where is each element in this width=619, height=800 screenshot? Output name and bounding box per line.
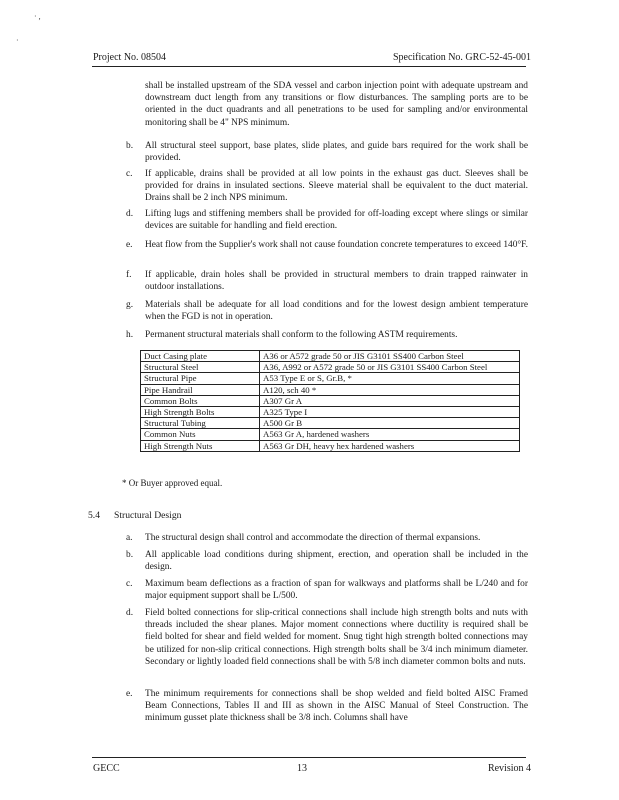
section-title: Structural Design (114, 510, 182, 521)
item-text: If applicable, drains shall be provided at all low points in the exhaust gas duct. Sleeves shall be provided for drains in insulated sections. Sleeve material shall be equivalent to the duct material. Drains shall be 2 inch NPS minimum. (145, 169, 528, 204)
item-letter: c. (126, 579, 133, 589)
table-cell-spec: A53 Type E or S, Gr.B, * (260, 373, 520, 384)
footer-rule (92, 757, 526, 758)
table-row (141, 351, 520, 362)
table-row (141, 373, 520, 384)
table-cell-spec: A120, sch 40 * (260, 384, 520, 395)
intro-paragraph: shall be installed upstream of the SDA vessel and carbon injection point with adequate upstream and downstream duct length from any transitions or flow disturbances. The sampling ports are to be oriented in the duct quadrants and all penetrations to be used for sampling and/or environmental monitoring shall be 4" NPS minimum. (145, 81, 528, 128)
item-text: The minimum requirements for connections shall be shop welded and field bolted AISC Framed Beam Connections, Tables II and III as shown in the AISC Manual of Steel Construction. The minimum gusset plate thickness shall be 3/8 inch. Columns shall have (145, 689, 528, 724)
item-letter: b. (126, 141, 134, 151)
table-cell-item: Common Bolts (141, 395, 260, 406)
table-cell-item: Structural Tubing (141, 418, 260, 429)
table-note: * Or Buyer approved equal. (122, 478, 223, 488)
header-spec: Specification No. GRC-52-45-001 (392, 52, 531, 63)
table-cell-item: High Strength Bolts (141, 407, 260, 418)
item-text: Materials shall be adequate for all load conditions and for the lowest design ambient temperature when the FGD is not in operation. (145, 300, 528, 323)
table-cell-item: Structural Pipe (141, 373, 260, 384)
table-row (141, 418, 520, 429)
item-letter: b. (126, 550, 134, 560)
margin-marks (16, 12, 41, 46)
table-row (141, 395, 520, 406)
table-cell-spec: A500 Gr B (260, 418, 520, 429)
item-text: Field bolted connections for slip-critical connections shall include high strength bolts and nuts with threads included the shear planes. Major moment connections where ductility is required shall be field bolted for shear and field welded for moment. Snug tight high strength bolted connections may be utilized for non-slip critical connections. High strength bolts shall be 3/4 inch minimum diameter. Secondary or lightly loaded field connections shall be with 5/8 inch diameter common bolts and nuts. (145, 608, 528, 667)
item-text: If applicable, drain holes shall be provided in structural members to drain trapped rainwater in outdoor installations. (145, 270, 528, 293)
page-number: 13 (297, 763, 307, 774)
table-row (141, 429, 520, 440)
table-row (141, 384, 520, 395)
item-text: Lifting lugs and stiffening members shall be provided for off-loading except where slings or similar devices are suitable for handling and field erection. (145, 209, 528, 232)
item-text: All applicable load conditions during shipment, erection, and operation shall be included in the design. (145, 550, 528, 573)
table-cell-spec: A563 Gr DH, heavy hex hardened washers (260, 440, 520, 451)
table-cell-spec: A563 Gr A, hardened washers (260, 429, 520, 440)
table-cell-spec: A325 Type I (260, 407, 520, 418)
table-cell-spec: A36, A992 or A572 grade 50 or JIS G3101 SS400 Carbon Steel (260, 362, 520, 373)
item-text: Maximum beam deflections as a fraction of span for walkways and platforms shall be L/240 and for major equipment support shall be L/500. (145, 579, 528, 602)
margin-mark-2: · (16, 36, 19, 45)
table-row (141, 362, 520, 373)
table-cell-item: Structural Steel (141, 362, 260, 373)
item-text: Permanent structural materials shall conform to the following ASTM requirements. (145, 330, 458, 340)
item-letter: g. (126, 300, 134, 310)
item-letter: a. (126, 533, 133, 543)
table-cell-item: High Strength Nuts (141, 440, 260, 451)
item-letter: d. (126, 209, 134, 219)
item-text: All structural steel support, base plates, slide plates, and guide bars required for the work shall be provided. (145, 141, 528, 164)
margin-mark-1: · , (34, 12, 41, 21)
section-number: 5.4 (88, 510, 100, 521)
item-letter: c. (126, 169, 133, 179)
footer-revision: Revision 4 (487, 763, 531, 774)
table-cell-item: Pipe Handrail (141, 384, 260, 395)
footer-company: GECC (93, 763, 120, 774)
table-cell-spec: A307 Gr A (260, 395, 520, 406)
item-letter: f. (126, 270, 132, 280)
item-letter: d. (126, 608, 134, 618)
table-row (141, 440, 520, 451)
table-cell-spec: A36 or A572 grade 50 or JIS G3101 SS400 Carbon Steel (260, 351, 520, 362)
header-project: Project No. 08504 (93, 52, 167, 63)
table-row (141, 407, 520, 418)
table-cell-item: Common Nuts (141, 429, 260, 440)
item-letter: e. (126, 689, 133, 699)
header-rule (92, 66, 526, 67)
item-letter: e. (126, 240, 133, 250)
item-text: Heat flow from the Supplier's work shall not cause foundation concrete temperatures to exceed 140°F. (145, 240, 528, 250)
table-cell-item: Duct Casing plate (141, 351, 260, 362)
item-letter: h. (126, 330, 134, 340)
astm-table (140, 350, 520, 452)
item-text: The structural design shall control and accommodate the direction of thermal expansions. (145, 533, 481, 543)
